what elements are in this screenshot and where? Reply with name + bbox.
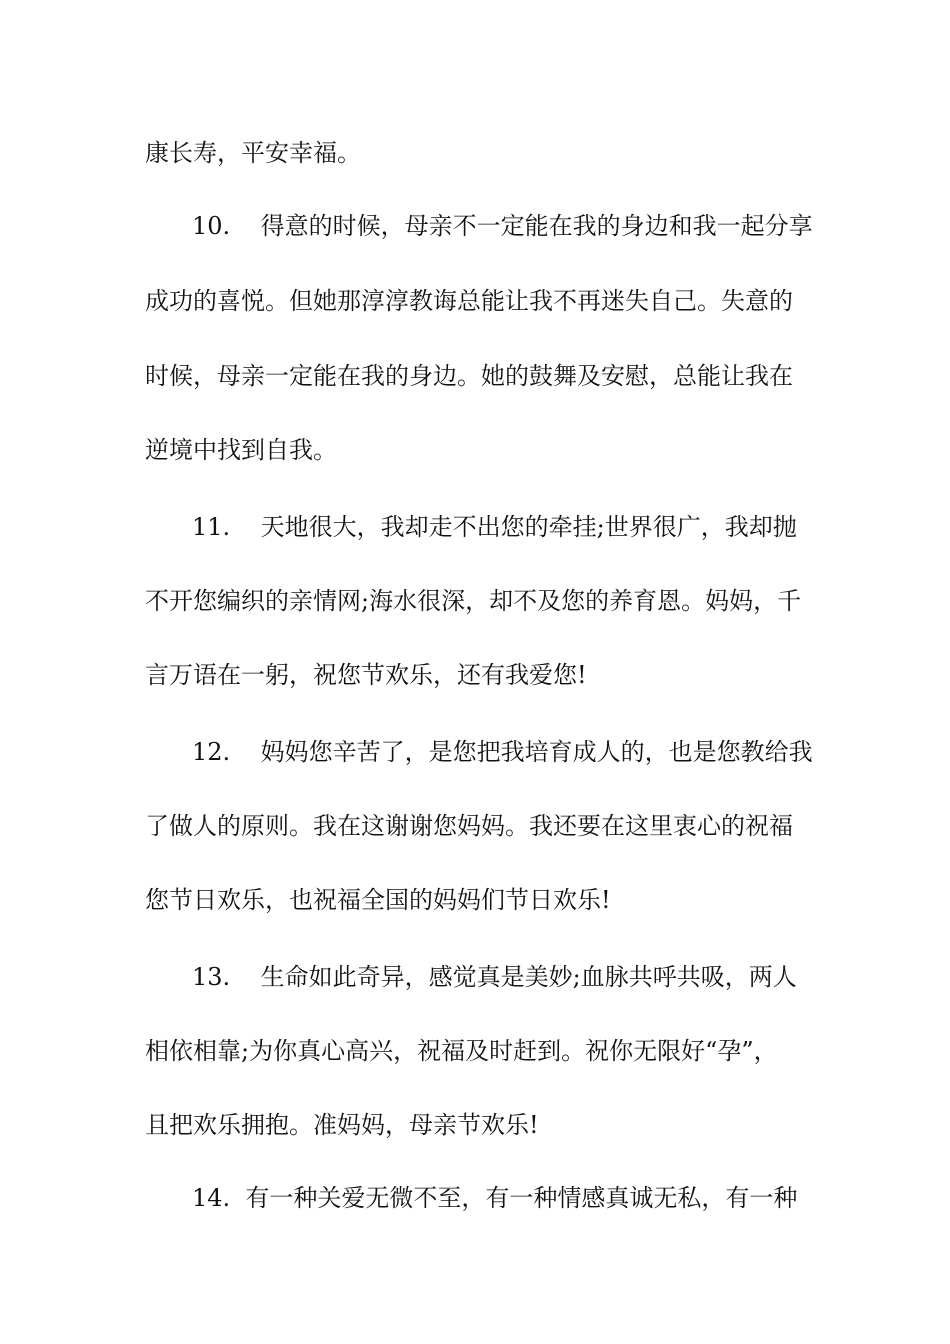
item-10-line-1: 10. 得意的时候，母亲不一定能在我的身边和我一起分享 (192, 212, 813, 240)
text-line: 您节日欢乐，也祝福全国的妈妈们节日欢乐! (145, 886, 611, 914)
item-11-line-1: 11. 天地很大，我却走不出您的牵挂;世界很广，我却抛 (192, 513, 797, 541)
text-line: 言万语在一躬，祝您节欢乐，还有我爱您! (145, 661, 587, 689)
text-line: 相依相靠;为你真心高兴，祝福及时赶到。祝你无限好“孕”， (145, 1037, 778, 1065)
item-14-line-1: 14. 有一种关爱无微不至，有一种情感真诚无私，有一种 (192, 1184, 798, 1212)
text-line: 了做人的原则。我在这谢谢您妈妈。我还要在这里衷心的祝福 (145, 812, 793, 840)
text-line: 成功的喜悦。但她那淳淳教诲总能让我不再迷失自己。失意的 (145, 287, 793, 315)
item-13-line-1: 13. 生命如此奇异，感觉真是美妙;血脉共呼共吸，两人 (192, 963, 797, 991)
item-12-line-1: 12. 妈妈您辛苦了，是您把我培育成人的，也是您教给我 (192, 738, 813, 766)
text-line: 时候，母亲一定能在我的身边。她的鼓舞及安慰，总能让我在 (145, 362, 793, 390)
text-line: 康长寿，平安幸福。 (145, 139, 361, 167)
text-line: 逆境中找到自我。 (145, 436, 337, 464)
text-line: 且把欢乐拥抱。准妈妈，母亲节欢乐! (145, 1111, 539, 1139)
text-line: 不开您编织的亲情网;海水很深，却不及您的养育恩。妈妈，千 (145, 587, 802, 615)
